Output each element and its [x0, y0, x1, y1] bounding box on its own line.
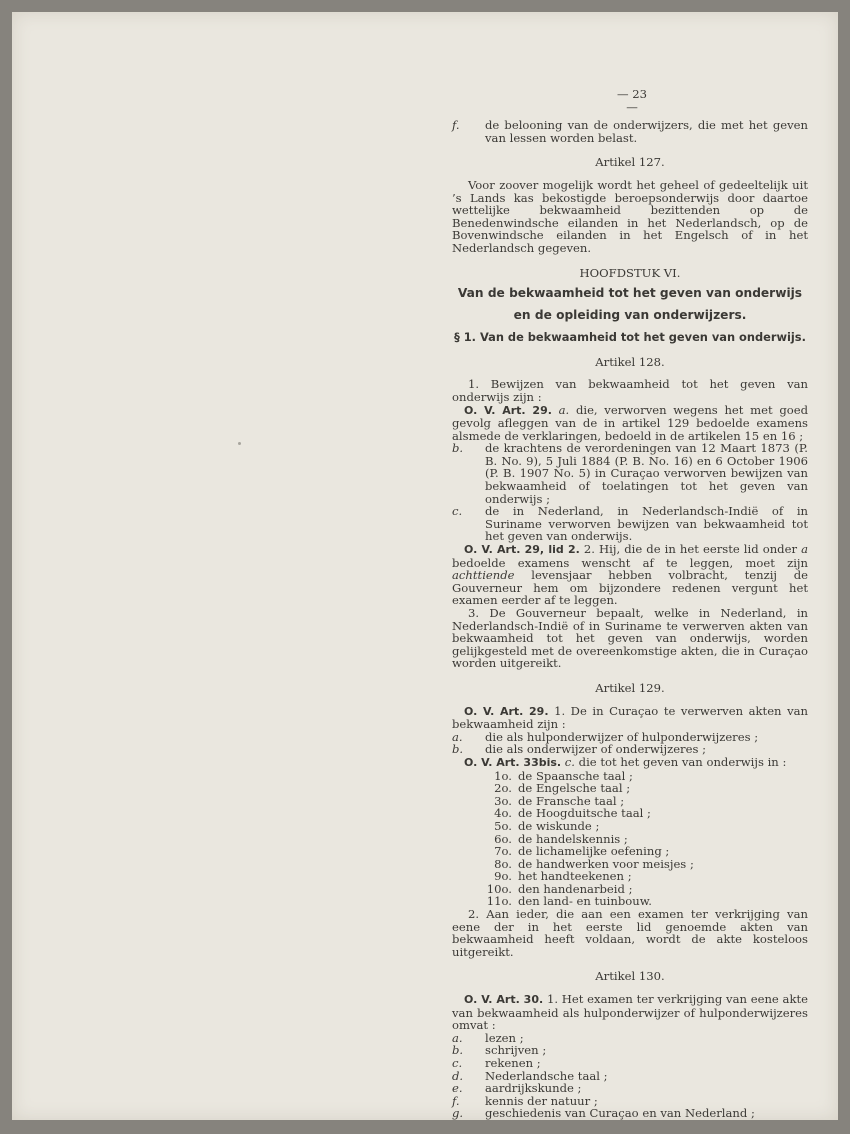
exam-item-marker: g. — [452, 1106, 464, 1121]
item-f-text: de belooning van de onderwijzers, die met het geven van lessen worden belast. — [485, 118, 808, 145]
article-127-text: Voor zoover mogelijk wordt het geheel of gedeeltelijk uit ’s Lands kas bekostigde beroepsonderwijs door daartoe wettelijke bekwaamheid bezittenden op de Benedenwindsche eilanden in het Nederlandsch, op de Bovenwindsche eilanden in het Engelsch of in het Nederlandsch gegeven. — [452, 177, 808, 255]
item-f — [452, 119, 808, 144]
article-130-intro — [452, 993, 808, 1032]
exam-item-text: rekenen ; — [485, 1056, 541, 1070]
exam-item-marker: b. — [452, 1043, 464, 1058]
article-128-item-b — [452, 442, 808, 505]
article-128-a-marker: a. — [558, 402, 570, 417]
exam-items-list — [452, 1032, 808, 1120]
subject-text: de handelskennis ; — [518, 831, 628, 846]
subject-text: de handwerken voor meisjes ; — [518, 856, 694, 871]
subject-item — [452, 820, 808, 833]
article-128-p2-text-3: levensjaar hebben volbracht, tenzij de Gouverneur hem om bijzondere redenen vergunt het examen eerder af te leggen. — [452, 568, 809, 608]
exam-item-marker: d. — [452, 1068, 464, 1083]
item-f-marker: f. — [452, 118, 460, 133]
article-128-item-c — [452, 505, 808, 543]
subject-text: de wiskunde ; — [518, 818, 600, 833]
article-128-p2-text-1: 2. Hij, die de in het eerste lid onder — [583, 542, 798, 557]
document-text-column — [452, 88, 808, 1120]
article-129-c-marker: c. — [564, 754, 575, 769]
article-129-intro — [452, 705, 808, 731]
exam-item-marker: c. — [452, 1056, 463, 1070]
paper-speck — [238, 442, 241, 445]
article-128-para-3: 3. De Gouverneur bepaalt, welke in Nederland, in Nederlandsch-Indië of in Suriname te verwerven akten van bekwaamheid tot het geven van onderwijs, worden gelijkgesteld met de overeenkomstige akten, die in Curaçao worden uitgereikt. — [452, 606, 808, 671]
article-128-item-a — [452, 404, 808, 443]
article-130-intro-text: 1. Het examen ter verkrijging van eene akte van bekwaamheid als hulponderwijzer of hulponderwijzeres omvat : — [452, 992, 809, 1033]
exam-item-marker: a. — [452, 1030, 463, 1045]
exam-item-text: aardrijkskunde ; — [485, 1081, 582, 1096]
subject-text: de Fransche taal ; — [518, 793, 625, 808]
article-130-ref: O. V. Art. 30. — [464, 993, 544, 1007]
article-128-para-2 — [452, 543, 808, 607]
article-129-intro-text: 1. De in Curaçao te verwerven akten van bekwaamheid zijn : — [452, 703, 808, 732]
article-128-c-marker: c. — [452, 504, 463, 519]
article-129-a-marker: a. — [452, 729, 463, 744]
subject-number: 4o. — [494, 806, 512, 821]
article-129-b-marker: b. — [452, 742, 464, 757]
page-number: — 23 — — [616, 87, 648, 114]
article-128-p2-ref: O. V. Art. 29, lid 2. — [464, 543, 580, 557]
article-128-a-text: die, verworven wegens het met goed gevolg afleggen van de in artikel 129 bedoelde examens alsmede de verklaringen, bedoeld in de artikelen 15 en 16 ; — [452, 402, 809, 443]
subject-text: het handteekenen ; — [518, 869, 632, 884]
article-129-ref: O. V. Art. 29. — [464, 704, 549, 718]
subject-number: 8o. — [494, 856, 512, 871]
article-128-c-text: de in Nederland, in Nederlandsch-Indië of in Suriname verworven bewijzen van bekwaamheid tot het geven van onderwijs. — [485, 504, 808, 544]
exam-item-text: schrijven ; — [485, 1043, 547, 1058]
exam-item-marker: e. — [452, 1081, 463, 1096]
article-128-p2-text-2: bedoelde examens wenscht af te leggen, moet zijn — [452, 555, 808, 570]
subject-text: den land- en tuinbouw. — [518, 894, 652, 909]
exam-item-text: lezen ; — [485, 1030, 524, 1045]
subject-text: de Engelsche taal ; — [518, 781, 631, 796]
subject-number: 10o. — [486, 881, 512, 896]
article-129-para-2: 2. Aan ieder, die aan een examen ter verkrijging van eene der in het eerste lid genoemde akten van bekwaamheid heeft voldaan, wordt de akte kosteloos uitgereikt. — [452, 907, 808, 959]
article-128-intro: 1. Bewijzen van bekwaamheid tot het geven van onderwijs zijn : — [452, 377, 808, 404]
exam-item-text: Nederlandsche taal ; — [485, 1068, 608, 1083]
subject-number: 6o. — [494, 831, 512, 846]
article-128-title: Artikel 128. — [595, 354, 665, 369]
article-128-p2-a: a — [801, 542, 809, 557]
chapter-heading-line2: en de opleiding van onderwijzers. — [513, 308, 747, 323]
article-127-title: Artikel 127. — [595, 155, 665, 170]
article-129-title: Artikel 129. — [595, 680, 665, 695]
subject-item — [452, 782, 808, 795]
subject-item — [452, 870, 808, 883]
article-130-title: Artikel 130. — [595, 969, 665, 984]
subject-text: de lichamelijke oefening ; — [518, 844, 670, 859]
article-129-c-text: die tot het geven van onderwijs in : — [578, 754, 787, 769]
chapter-heading-line1: Van de bekwaamheid tot het geven van onderwijs — [457, 286, 803, 301]
subject-number: 1o. — [494, 768, 512, 783]
article-128-p2-italic: achttiende — [452, 568, 515, 583]
article-128-b-marker: b. — [452, 441, 464, 456]
article-128-a-ref: O. V. Art. 29. — [464, 403, 552, 417]
article-129-b-text: die als onderwijzer of onderwijzeres ; — [485, 742, 706, 757]
subject-item — [452, 845, 808, 858]
subject-number: 2o. — [494, 781, 512, 796]
subject-number: 9o. — [494, 869, 512, 884]
subject-number: 5o. — [494, 818, 512, 833]
chapter-label: HOOFDSTUK VI. — [579, 265, 681, 280]
subject-text: de Hoogduitsche taal ; — [518, 806, 651, 821]
subjects-list — [452, 770, 808, 909]
article-129-a-text: die als hulponderwijzer of hulponderwijzeres ; — [485, 729, 759, 744]
subject-number: 3o. — [494, 793, 512, 808]
article-128-b-text: de krachtens de verordeningen van 12 Maart 1873 (P. B. No. 9), 5 Juli 1884 (P. B. No. 16) en 6 October 1906 (P. B. 1907 No. 5) in Curaçao verworven bewijzen van bekwaamheid of toelatingen tot het geven van onderwijs ; — [485, 441, 808, 506]
subject-text: den handenarbeid ; — [518, 881, 633, 896]
subject-number: 7o. — [494, 844, 512, 859]
section-heading: § 1. Van de bekwaamheid tot het geven van onderwijs. — [454, 330, 806, 345]
subject-number: 11o. — [486, 894, 512, 909]
exam-item-text: geschiedenis van Curaçao en van Nederland ; — [485, 1106, 755, 1121]
exam-item-marker: f. — [452, 1093, 460, 1108]
article-129-item-c — [452, 756, 808, 770]
exam-item-text: kennis der natuur ; — [485, 1093, 598, 1108]
article-129-c-ref: O. V. Art. 33bis. — [464, 755, 562, 769]
exam-item — [452, 1107, 808, 1120]
subject-text: de Spaansche taal ; — [518, 768, 633, 783]
